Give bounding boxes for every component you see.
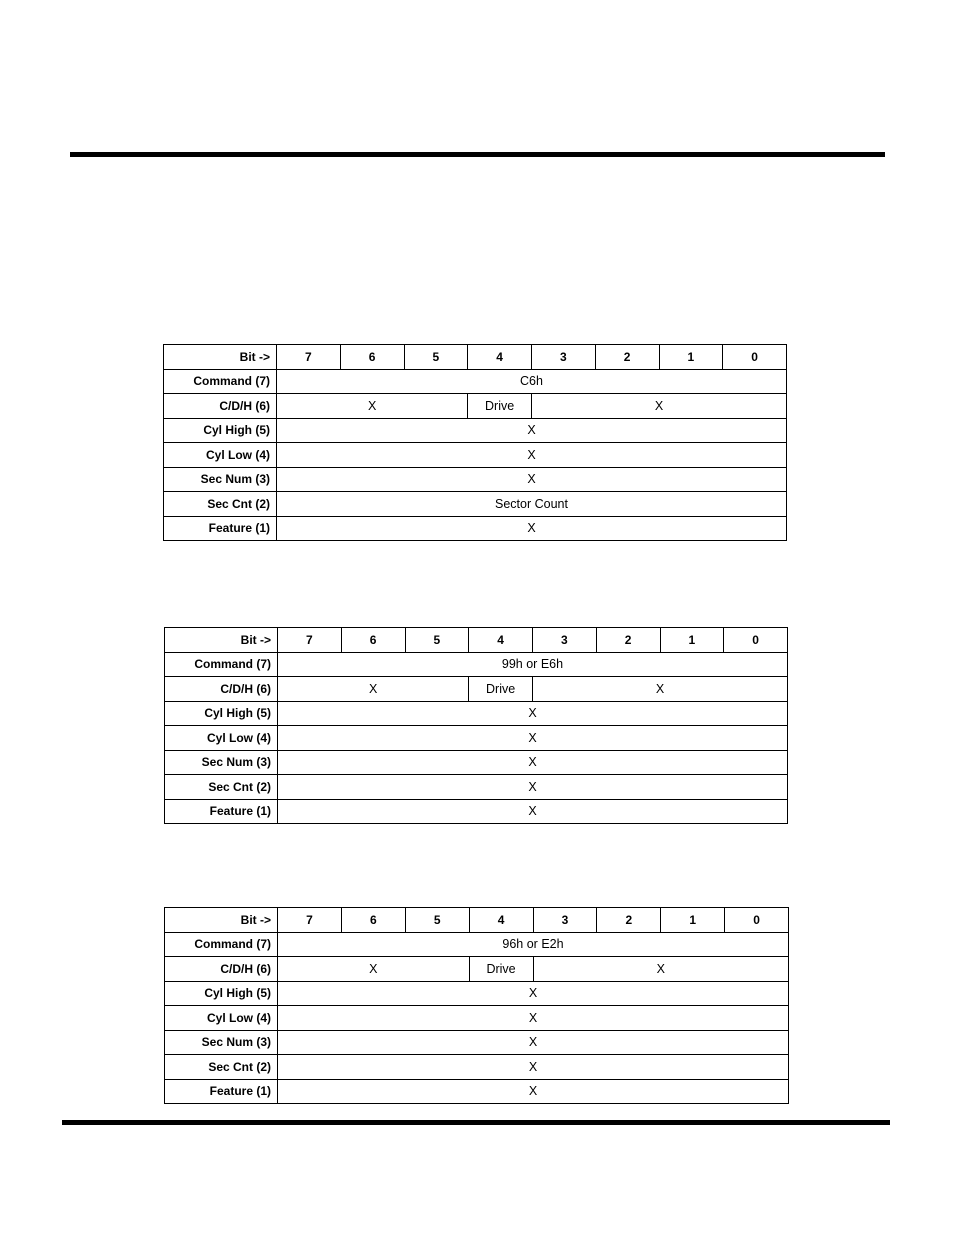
cdh-bits-3-0: X bbox=[532, 394, 787, 419]
bottom-rule bbox=[62, 1120, 890, 1125]
bit-6: 6 bbox=[340, 345, 404, 370]
cdh-drive: Drive bbox=[468, 394, 532, 419]
bit-1: 1 bbox=[660, 628, 724, 653]
sec-num-label: Sec Num (3) bbox=[165, 750, 278, 775]
sec-num-value: X bbox=[277, 467, 787, 492]
cyl-high-value: X bbox=[278, 981, 789, 1006]
cdh-drive: Drive bbox=[469, 677, 533, 702]
bit-label: Bit -> bbox=[165, 908, 278, 933]
bit-2: 2 bbox=[595, 345, 659, 370]
cyl-high-value: X bbox=[277, 418, 787, 443]
cyl-high-value: X bbox=[278, 701, 788, 726]
sec-cnt-label: Sec Cnt (2) bbox=[164, 492, 277, 517]
sec-cnt-label: Sec Cnt (2) bbox=[165, 1055, 278, 1080]
feature-label: Feature (1) bbox=[165, 799, 278, 824]
register-table-1 bbox=[163, 344, 787, 541]
cyl-low-value: X bbox=[277, 443, 787, 468]
cyl-high-row bbox=[165, 701, 788, 726]
bit-5: 5 bbox=[405, 908, 469, 933]
bit-2: 2 bbox=[597, 908, 661, 933]
bit-6: 6 bbox=[341, 628, 405, 653]
cyl-low-label: Cyl Low (4) bbox=[165, 1006, 278, 1031]
command-label: Command (7) bbox=[165, 652, 278, 677]
feature-label: Feature (1) bbox=[164, 516, 277, 541]
bit-5: 5 bbox=[405, 628, 469, 653]
bit-1: 1 bbox=[661, 908, 725, 933]
cdh-label: C/D/H (6) bbox=[164, 394, 277, 419]
cyl-low-value: X bbox=[278, 1006, 789, 1031]
bit-6: 6 bbox=[341, 908, 405, 933]
cdh-label: C/D/H (6) bbox=[165, 957, 278, 982]
cyl-low-row bbox=[165, 726, 788, 751]
feature-value: X bbox=[278, 1079, 789, 1104]
top-rule bbox=[70, 152, 885, 157]
cdh-bits-7-5: X bbox=[277, 394, 468, 419]
cyl-low-label: Cyl Low (4) bbox=[165, 726, 278, 751]
bit-0: 0 bbox=[723, 345, 787, 370]
command-label: Command (7) bbox=[165, 932, 278, 957]
bit-4: 4 bbox=[468, 345, 532, 370]
bit-7: 7 bbox=[278, 628, 342, 653]
sec-cnt-row bbox=[164, 492, 787, 517]
register-table-2 bbox=[164, 627, 788, 824]
sec-num-label: Sec Num (3) bbox=[164, 467, 277, 492]
cyl-high-label: Cyl High (5) bbox=[165, 981, 278, 1006]
bit-header-row bbox=[165, 908, 789, 933]
bit-1: 1 bbox=[659, 345, 723, 370]
cdh-row bbox=[164, 394, 787, 419]
cyl-high-row bbox=[165, 981, 789, 1006]
command-label: Command (7) bbox=[164, 369, 277, 394]
cyl-high-label: Cyl High (5) bbox=[165, 701, 278, 726]
cdh-row bbox=[165, 677, 788, 702]
sec-num-row bbox=[165, 750, 788, 775]
command-value: C6h bbox=[277, 369, 787, 394]
cyl-low-label: Cyl Low (4) bbox=[164, 443, 277, 468]
bit-0: 0 bbox=[724, 628, 788, 653]
cdh-bits-3-0: X bbox=[533, 677, 788, 702]
bit-header-row bbox=[165, 628, 788, 653]
bit-label: Bit -> bbox=[164, 345, 277, 370]
feature-label: Feature (1) bbox=[165, 1079, 278, 1104]
bit-4: 4 bbox=[469, 628, 533, 653]
cdh-bits-7-5: X bbox=[278, 677, 469, 702]
bit-4: 4 bbox=[469, 908, 533, 933]
bit-0: 0 bbox=[725, 908, 789, 933]
command-row bbox=[165, 932, 789, 957]
cdh-label: C/D/H (6) bbox=[165, 677, 278, 702]
cdh-row bbox=[165, 957, 789, 982]
register-table-3 bbox=[164, 907, 789, 1104]
bit-3: 3 bbox=[532, 345, 596, 370]
sec-num-row bbox=[164, 467, 787, 492]
bit-3: 3 bbox=[533, 908, 597, 933]
command-value: 99h or E6h bbox=[278, 652, 788, 677]
cyl-low-row bbox=[164, 443, 787, 468]
bit-5: 5 bbox=[404, 345, 468, 370]
sec-cnt-value: X bbox=[278, 775, 788, 800]
bit-7: 7 bbox=[277, 345, 341, 370]
feature-value: X bbox=[277, 516, 787, 541]
bit-7: 7 bbox=[278, 908, 342, 933]
sec-num-value: X bbox=[278, 750, 788, 775]
cyl-high-label: Cyl High (5) bbox=[164, 418, 277, 443]
cyl-low-row bbox=[165, 1006, 789, 1031]
sec-num-value: X bbox=[278, 1030, 789, 1055]
cdh-drive: Drive bbox=[469, 957, 533, 982]
bit-header-row bbox=[164, 345, 787, 370]
command-value: 96h or E2h bbox=[278, 932, 789, 957]
command-row bbox=[164, 369, 787, 394]
sec-cnt-value: X bbox=[278, 1055, 789, 1080]
feature-row bbox=[164, 516, 787, 541]
feature-value: X bbox=[278, 799, 788, 824]
cyl-high-row bbox=[164, 418, 787, 443]
sec-cnt-label: Sec Cnt (2) bbox=[165, 775, 278, 800]
sec-cnt-row bbox=[165, 775, 788, 800]
sec-cnt-row bbox=[165, 1055, 789, 1080]
bit-2: 2 bbox=[596, 628, 660, 653]
sec-num-row bbox=[165, 1030, 789, 1055]
cdh-bits-3-0: X bbox=[533, 957, 789, 982]
sec-cnt-value: Sector Count bbox=[277, 492, 787, 517]
bit-label: Bit -> bbox=[165, 628, 278, 653]
cdh-bits-7-5: X bbox=[278, 957, 470, 982]
feature-row bbox=[165, 1079, 789, 1104]
command-row bbox=[165, 652, 788, 677]
feature-row bbox=[165, 799, 788, 824]
sec-num-label: Sec Num (3) bbox=[165, 1030, 278, 1055]
cyl-low-value: X bbox=[278, 726, 788, 751]
bit-3: 3 bbox=[533, 628, 597, 653]
